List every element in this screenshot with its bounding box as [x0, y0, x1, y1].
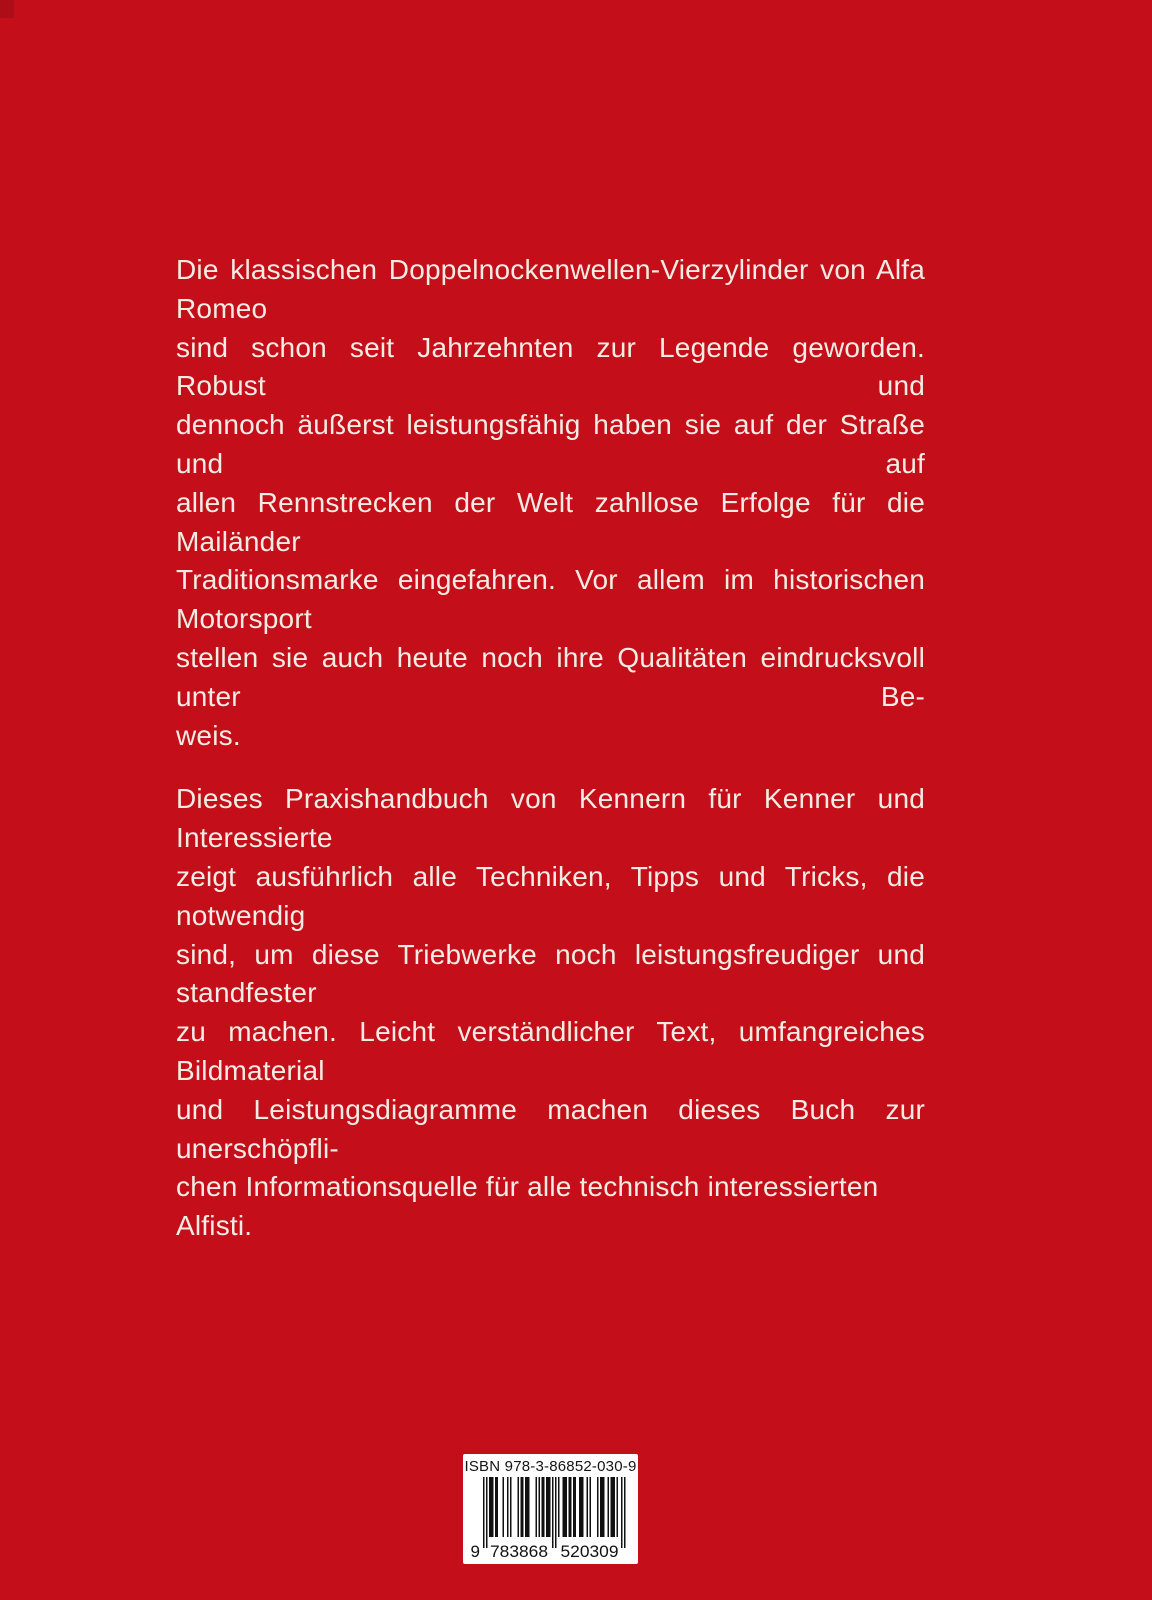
ean13-digits-right: 520309 [560, 1542, 618, 1561]
blurb-line: Dieses Praxishandbuch von Kennern für Kenner und Interessierte [176, 783, 925, 854]
blurb-line: chen Informationsquelle für alle technisch interessierten Alfisti. [176, 1171, 879, 1242]
isbn-label: ISBN 978-3-86852-030-9 [464, 1458, 637, 1475]
blurb-line: stellen sie auch heute noch ihre Qualitäten eindrucksvoll unter Be- [176, 641, 925, 712]
blurb-text [176, 251, 925, 1246]
ean13-barcode [463, 1477, 638, 1561]
ean13-digits-left: 783868 [489, 1542, 548, 1561]
blurb-line: sind schon seit Jahrzehnten zur Legende geworden. Robust und [176, 331, 925, 402]
blurb-line: und Leistungsdiagramme machen dieses Buch zur unerschöpfli- [176, 1093, 925, 1164]
blurb-line: sind, um diese Triebwerke noch leistungsfreudiger und standfester [176, 938, 925, 1009]
blurb-line: zu machen. Leicht verständlicher Text, umfangreiches Bildmaterial [176, 1016, 925, 1086]
blurb-line: weis. [176, 719, 241, 751]
blurb-line: Traditionsmarke eingefahren. Vor allem im historischen Motorsport [176, 564, 925, 635]
blurb-line: Die klassischen Doppelnockenwellen-Vierzylinder von Alfa Romeo [176, 254, 925, 324]
ean13-digits-lead: 9 [470, 1542, 480, 1561]
blurb-paragraph-2 [176, 780, 925, 1246]
blurb-line: dennoch äußerst leistungsfähig haben sie auf der Straße und auf [176, 409, 925, 479]
blurb-line: allen Rennstrecken der Welt zahllose Erfolge für die Mailänder [176, 486, 925, 557]
isbn-barcode-box [463, 1454, 638, 1564]
ean13-barcode-svg [471, 1477, 631, 1561]
blurb-line: zeigt ausführlich alle Techniken, Tipps und Tricks, die notwendig [176, 860, 925, 931]
blurb-paragraph-1 [176, 251, 925, 755]
